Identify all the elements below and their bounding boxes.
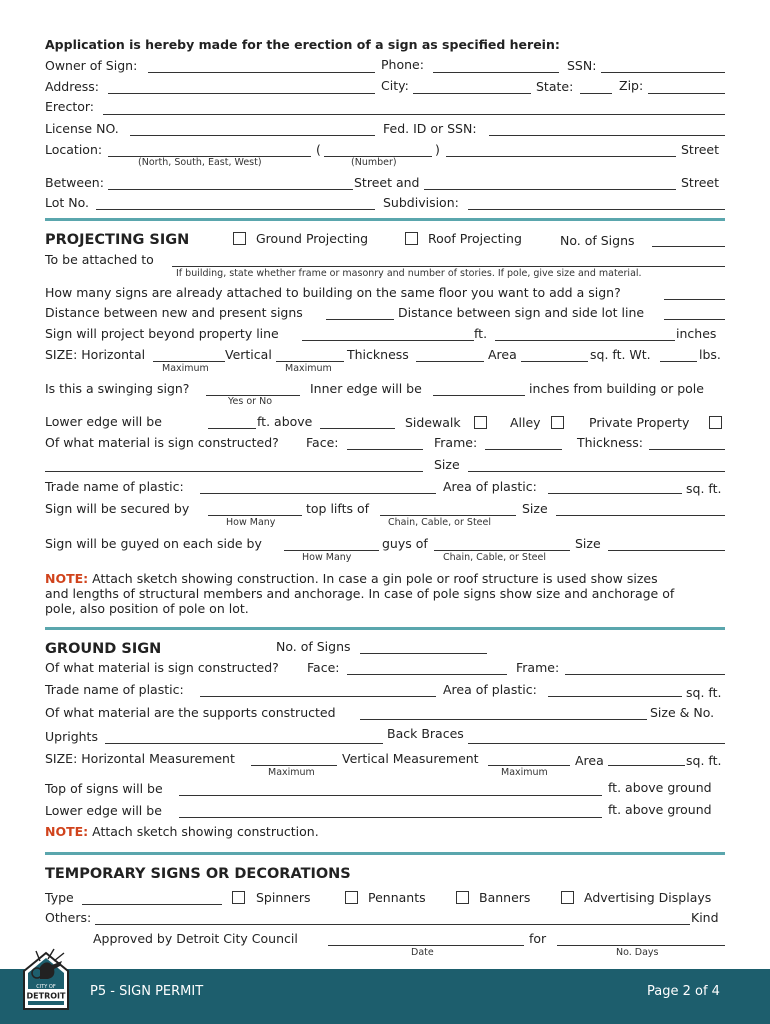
for-label: for xyxy=(529,931,547,946)
thickness-field[interactable] xyxy=(416,361,484,362)
lbs-label: lbs. xyxy=(699,347,721,362)
pennants-checkbox[interactable] xyxy=(345,891,358,904)
between-street-field[interactable] xyxy=(424,189,676,190)
ground-frame-label: Frame: xyxy=(516,660,560,675)
secured-by-label: Sign will be secured by xyxy=(45,501,190,516)
date-hint: Date xyxy=(411,947,434,958)
ground-face-label: Face: xyxy=(307,660,340,675)
note-text-1: Attach sketch showing construction. In case a gin pole or roof structure is used show sizes xyxy=(88,571,658,586)
between-label: Between: xyxy=(45,175,104,190)
between-field[interactable] xyxy=(108,189,353,190)
swinging-label: Is this a swinging sign? xyxy=(45,381,190,396)
spinners-label: Spinners xyxy=(256,890,311,905)
chain-hint: Chain, Cable, or Steel xyxy=(388,517,492,528)
zip-label: Zip: xyxy=(619,78,644,93)
trade-name-label: Trade name of plastic: xyxy=(45,479,184,494)
no-days-field[interactable] xyxy=(557,945,725,946)
vertical-measurement-field[interactable] xyxy=(488,765,570,766)
area-plastic-field[interactable] xyxy=(548,493,682,494)
how-many-field[interactable] xyxy=(664,299,725,300)
banners-checkbox[interactable] xyxy=(456,891,469,904)
thickness2-label: Thickness: xyxy=(577,435,643,450)
yes-no-hint: Yes or No xyxy=(228,396,273,407)
phone-label: Phone: xyxy=(381,57,424,72)
state-label: State: xyxy=(536,79,574,94)
license-label: License NO. xyxy=(45,121,119,136)
guyed-count-field[interactable] xyxy=(284,550,379,551)
project-ft-field[interactable] xyxy=(302,340,474,341)
location-number-hint: (Number) xyxy=(351,157,397,168)
project-inches-field[interactable] xyxy=(495,340,675,341)
others-label: Others: xyxy=(45,910,92,925)
note-text-2: and lengths of structural members and anchorage. In case of pole signs show size and anchorage of xyxy=(45,586,675,601)
type-field[interactable] xyxy=(82,904,222,905)
ground-note xyxy=(45,826,319,839)
vertical-field[interactable] xyxy=(276,361,344,362)
location-label: Location: xyxy=(45,142,103,157)
frame-field[interactable] xyxy=(485,449,562,450)
ground-trade-label: Trade name of plastic: xyxy=(45,682,184,697)
weight-field[interactable] xyxy=(660,361,697,362)
approved-label: Approved by Detroit City Council xyxy=(93,931,298,946)
guyed-size-field[interactable] xyxy=(608,550,725,551)
face-field[interactable] xyxy=(347,449,423,450)
top-of-signs-label: Top of signs will be xyxy=(45,781,163,796)
address-label: Address: xyxy=(45,79,99,94)
address-field[interactable] xyxy=(108,93,375,94)
thickness-label: Thickness xyxy=(347,347,409,362)
kind-label: Kind xyxy=(691,910,719,925)
ground-frame-field[interactable] xyxy=(565,674,725,675)
no-of-signs-label: No. of Signs xyxy=(560,233,635,248)
city-label: City: xyxy=(381,78,409,93)
paren-open: ( xyxy=(316,142,321,157)
size-no-label: Size & No. xyxy=(650,705,715,720)
advertising-displays-label: Advertising Displays xyxy=(584,890,712,905)
attached-to-hint: If building, state whether frame or masonry and number of stories. If pole, give size and material. xyxy=(176,268,642,279)
section-divider xyxy=(45,627,725,630)
ground-lower-edge-label: Lower edge will be xyxy=(45,803,162,818)
sqft-label: sq. ft. xyxy=(686,481,722,496)
fed-id-label: Fed. ID or SSN: xyxy=(383,121,477,136)
uprights-field[interactable] xyxy=(105,743,383,744)
size-label: Size xyxy=(434,457,460,472)
how-many-hint-2: How Many xyxy=(302,552,352,563)
distance-side-label: Distance between sign and side lot line xyxy=(398,305,645,320)
top-lifts-field[interactable] xyxy=(380,515,516,516)
banners-label: Banners xyxy=(479,890,531,905)
inches-label: inches xyxy=(676,326,717,341)
note-label: NOTE: xyxy=(45,571,89,586)
ground-no-of-signs-field[interactable] xyxy=(360,653,487,654)
how-many-hint: How Many xyxy=(226,517,276,528)
ground-area-plastic-label: Area of plastic: xyxy=(443,682,537,697)
attached-to-label: To be attached to xyxy=(45,252,154,267)
city-field[interactable] xyxy=(413,93,531,94)
owner-field[interactable] xyxy=(148,72,375,73)
size-field[interactable] xyxy=(468,471,725,472)
fed-id-field[interactable] xyxy=(489,135,725,136)
note-text-3: pole, also position of pole on lot. xyxy=(45,601,249,616)
back-braces-label: Back Braces xyxy=(387,726,464,741)
state-field[interactable] xyxy=(580,93,612,94)
ft-label: ft. xyxy=(474,326,488,341)
thickness2-field[interactable] xyxy=(649,449,725,450)
private-property-checkbox[interactable] xyxy=(709,416,722,429)
zip-field[interactable] xyxy=(648,93,725,94)
chain-hint-2: Chain, Cable, or Steel xyxy=(443,552,547,563)
ft-above-field[interactable] xyxy=(320,428,395,429)
secured-size-label: Size xyxy=(522,501,548,516)
lower-edge-label: Lower edge will be xyxy=(45,414,162,429)
ground-area-field[interactable] xyxy=(608,765,685,766)
ground-sign-heading: GROUND SIGN xyxy=(45,641,162,657)
ground-lower-edge-field[interactable] xyxy=(179,817,602,818)
uprights-label: Uprights xyxy=(45,729,98,744)
ground-note-text: Attach sketch showing construction. xyxy=(88,824,319,839)
vertical-max-hint: Maximum xyxy=(285,363,332,374)
sidewalk-checkbox[interactable] xyxy=(474,416,487,429)
secured-count-field[interactable] xyxy=(208,515,302,516)
horizontal-field[interactable] xyxy=(153,361,225,362)
ground-vertical-max-hint: Maximum xyxy=(501,767,548,778)
owner-label: Owner of Sign: xyxy=(45,58,138,73)
street-label: Street xyxy=(681,142,719,157)
phone-field[interactable] xyxy=(433,72,559,73)
material-label: Of what material is sign constructed? xyxy=(45,435,279,450)
top-of-signs-field[interactable] xyxy=(179,795,602,796)
supports-label: Of what material are the supports constructed xyxy=(45,705,336,720)
ssn-label: SSN: xyxy=(567,58,597,73)
horizontal-measurement-field[interactable] xyxy=(251,765,337,766)
lower-ft-above-ground-label: ft. above ground xyxy=(608,802,712,817)
temporary-signs-heading: TEMPORARY SIGNS OR DECORATIONS xyxy=(45,866,351,882)
others-field[interactable] xyxy=(95,924,690,925)
top-lifts-label: top lifts of xyxy=(306,501,370,516)
vertical-label: Vertical xyxy=(225,347,272,362)
intro-heading: Application is hereby made for the erection of a sign as specified herein: xyxy=(45,37,560,52)
distance-new-label: Distance between new and present signs xyxy=(45,305,303,320)
horizontal-max-hint: Maximum xyxy=(162,363,209,374)
ground-area-label: Area xyxy=(575,753,604,768)
inner-edge-field[interactable] xyxy=(433,395,525,396)
ground-face-field[interactable] xyxy=(347,674,507,675)
guys-of-label: guys of xyxy=(382,536,428,551)
roof-projecting-checkbox[interactable] xyxy=(405,232,418,245)
ground-horizontal-max-hint: Maximum xyxy=(268,767,315,778)
area-plastic-label: Area of plastic: xyxy=(443,479,537,494)
advertising-displays-checkbox[interactable] xyxy=(561,891,574,904)
roof-projecting-label: Roof Projecting xyxy=(428,231,522,246)
section-divider xyxy=(45,218,725,221)
no-days-hint: No. Days xyxy=(616,947,659,958)
page-number: Page 2 of 4 xyxy=(647,984,720,999)
private-property-label: Private Property xyxy=(589,415,690,430)
ground-projecting-label: Ground Projecting xyxy=(256,231,369,246)
subdivision-field[interactable] xyxy=(468,209,725,210)
area-label: Area xyxy=(488,347,517,362)
distance-side-field[interactable] xyxy=(664,319,725,320)
lot-field[interactable] xyxy=(96,209,375,210)
secured-size-field[interactable] xyxy=(556,515,725,516)
inner-edge-label: Inner edge will be xyxy=(310,381,422,396)
ground-area-sqft-label: sq. ft. xyxy=(686,753,722,768)
back-braces-field[interactable] xyxy=(468,743,725,744)
trade-name-field[interactable] xyxy=(200,493,436,494)
ssn-field[interactable] xyxy=(601,72,725,73)
ft-above-label: ft. above xyxy=(257,414,313,429)
attached-to-field[interactable] xyxy=(172,266,725,267)
alley-label: Alley xyxy=(510,415,541,430)
ground-material-label: Of what material is sign constructed? xyxy=(45,660,279,675)
area-field[interactable] xyxy=(521,361,588,362)
logo-detroit: DETROIT xyxy=(26,991,66,1001)
pennants-label: Pennants xyxy=(368,890,426,905)
lower-edge-field[interactable] xyxy=(208,428,256,429)
ground-projecting-checkbox[interactable] xyxy=(233,232,246,245)
projecting-sign-heading: PROJECTING SIGN xyxy=(45,232,190,248)
distance-new-field[interactable] xyxy=(326,319,394,320)
guyed-label: Sign will be guyed on each side by xyxy=(45,536,262,551)
ground-sqft-label: sq. ft. xyxy=(686,685,722,700)
erector-field[interactable] xyxy=(103,114,725,115)
ground-note-label: NOTE: xyxy=(45,824,89,839)
ground-area-plastic-field[interactable] xyxy=(548,696,682,697)
alley-checkbox[interactable] xyxy=(551,416,564,429)
projecting-note xyxy=(45,571,730,616)
subdivision-label: Subdivision: xyxy=(383,195,459,210)
ground-no-of-signs-label: No. of Signs xyxy=(276,639,351,654)
footer-bar xyxy=(0,969,770,1024)
location-direction-hint: (North, South, East, West) xyxy=(138,157,262,168)
face-label: Face: xyxy=(306,435,339,450)
approved-date-field[interactable] xyxy=(328,945,524,946)
spinners-checkbox[interactable] xyxy=(232,891,245,904)
how-many-label: How many signs are already attached to building on the same floor you want to add a sign? xyxy=(45,285,621,300)
frame-label: Frame: xyxy=(434,435,478,450)
city-of-detroit-logo xyxy=(10,943,82,1015)
section-divider xyxy=(45,852,725,855)
sqft-wt-label: sq. ft. Wt. xyxy=(590,347,651,362)
street-and-label: Street and xyxy=(354,175,420,190)
ground-trade-field[interactable] xyxy=(200,696,436,697)
street-label-2: Street xyxy=(681,175,719,190)
project-beyond-label: Sign will project beyond property line xyxy=(45,326,279,341)
top-ft-above-ground-label: ft. above ground xyxy=(608,780,712,795)
license-field[interactable] xyxy=(130,135,375,136)
vertical-measurement-label: Vertical Measurement xyxy=(342,751,479,766)
form-name: P5 - SIGN PERMIT xyxy=(90,984,204,999)
guyed-size-label: Size xyxy=(575,536,601,551)
erector-label: Erector: xyxy=(45,99,95,114)
type-label: Type xyxy=(45,890,74,905)
lot-label: Lot No. xyxy=(45,195,90,210)
paren-close: ) xyxy=(435,142,440,157)
size-horizontal-label: SIZE: Horizontal xyxy=(45,347,146,362)
inches-from-label: inches from building or pole xyxy=(529,381,704,396)
guys-of-field[interactable] xyxy=(434,550,570,551)
material-extra-field[interactable] xyxy=(45,471,423,472)
supports-field[interactable] xyxy=(360,719,647,720)
logo-city-of: CITY OF xyxy=(36,984,56,990)
location-street-field[interactable] xyxy=(446,156,676,157)
horizontal-measurement-label: SIZE: Horizontal Measurement xyxy=(45,751,235,766)
no-of-signs-field[interactable] xyxy=(652,246,725,247)
sidewalk-label: Sidewalk xyxy=(405,415,461,430)
